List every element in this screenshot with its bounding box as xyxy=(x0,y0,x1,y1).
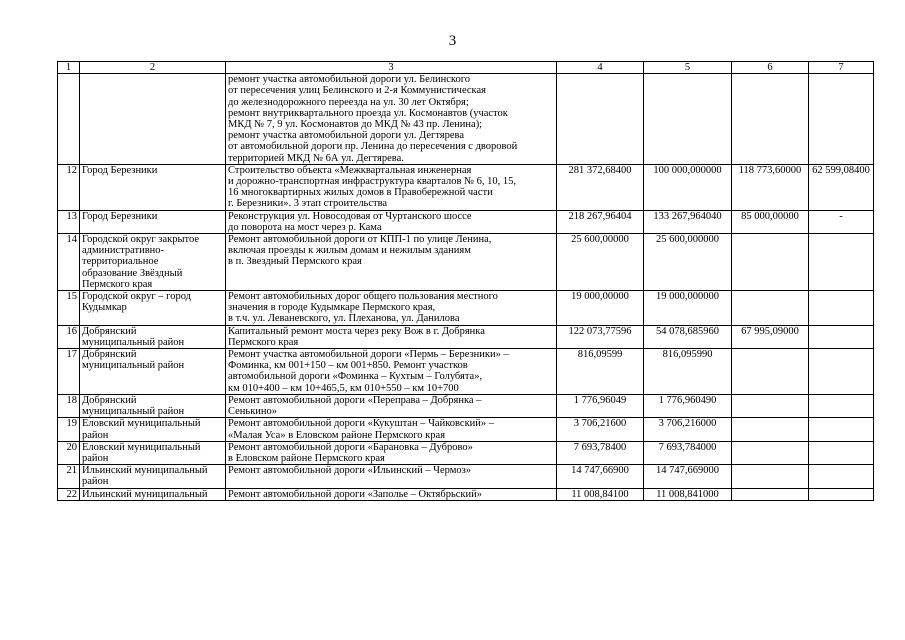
entity-cell xyxy=(80,349,226,395)
amount-col7 xyxy=(809,465,874,488)
amount-col7: 62 599,08400 xyxy=(809,164,874,210)
amount-col6 xyxy=(732,441,809,464)
row-number: 16 xyxy=(58,325,80,348)
work-line: от пересечения улиц Белинского и 2-я Коммунистическая xyxy=(228,85,486,97)
entity-line: территориальное xyxy=(82,256,159,268)
column-header: 3 xyxy=(226,62,557,74)
entity-line: муниципальный район xyxy=(82,406,185,418)
page-number: 3 xyxy=(448,33,457,49)
amount-col7 xyxy=(809,325,874,348)
entity-line: Пермского края xyxy=(82,278,153,290)
entity-line: муниципальный район xyxy=(82,336,185,348)
table-row xyxy=(58,325,874,348)
amount-col7 xyxy=(809,74,874,165)
amount-col6 xyxy=(732,488,809,500)
work-line: и дорожно-транспортная инфраструктура кварталов № 6, 10, 15, xyxy=(228,176,517,188)
work-line: до поворота на мост через р. Кама xyxy=(228,221,382,233)
amount-total: 281 372,68400 xyxy=(557,164,644,210)
work-line: Фоминка, км 001+150 – км 001+850. Ремонт участков xyxy=(228,360,468,372)
work-line: «Малая Уса» в Еловском районе Пермского края xyxy=(228,429,446,441)
row-number: 14 xyxy=(58,234,80,291)
table-row xyxy=(58,441,874,464)
work-description-cell xyxy=(226,325,557,348)
amount-total xyxy=(557,74,644,165)
entity-line: Городской округ закрытое xyxy=(82,234,200,246)
entity-line: муниципальный район xyxy=(82,360,185,372)
amount-col6 xyxy=(732,234,809,291)
entity-cell xyxy=(80,394,226,417)
funding-table xyxy=(57,61,874,501)
work-line: Строительство объекта «Межквартальная инженерная xyxy=(228,164,472,176)
entity-line: Городской округ – город xyxy=(82,291,192,303)
entity-line: Добрянский xyxy=(82,325,137,337)
amount-col5: 3 706,216000 xyxy=(644,418,732,441)
entity-cell xyxy=(80,441,226,464)
work-line: до железнодорожного переезда на ул. 30 лет Октября; xyxy=(228,96,469,108)
amount-col7 xyxy=(809,234,874,291)
work-line: ремонт участка автомобильной дороги ул. Дегтярева xyxy=(228,130,465,142)
amount-total: 19 000,00000 xyxy=(557,291,644,326)
entity-line: Кудымкар xyxy=(82,302,127,314)
work-line: ремонт внутриквартального проезда ул. Космонавтов (участок xyxy=(228,107,508,119)
column-header: 5 xyxy=(644,62,732,74)
amount-col7 xyxy=(809,418,874,441)
header-row xyxy=(58,62,874,74)
work-line: ремонт участка автомобильной дороги ул. Белинского xyxy=(228,74,471,86)
amount-total: 11 008,84100 xyxy=(557,488,644,500)
amount-col6 xyxy=(732,291,809,326)
amount-total: 1 776,96049 xyxy=(557,394,644,417)
work-description-cell xyxy=(226,74,557,165)
work-description-cell xyxy=(226,465,557,488)
work-line: в п. Звездный Пермского края xyxy=(228,256,362,268)
work-line: Капитальный ремонт моста через реку Вож в г. Добрянка xyxy=(228,325,485,337)
entity-cell xyxy=(80,488,226,500)
entity-line: Еловский муниципальный xyxy=(82,441,201,453)
amount-col7 xyxy=(809,349,874,395)
work-line: от автомобильной дороги пр. Ленина до пересечения с дворовой xyxy=(228,141,518,153)
amount-col6 xyxy=(732,394,809,417)
entity-line: административно- xyxy=(82,245,165,257)
entity-line: Ильинский муниципальный xyxy=(82,488,208,500)
entity-line: Еловский муниципальный xyxy=(82,418,201,430)
entity-line: район xyxy=(82,476,109,488)
amount-col5 xyxy=(644,74,732,165)
row-number: 22 xyxy=(58,488,80,500)
amount-col5: 11 008,841000 xyxy=(644,488,732,500)
work-description-cell xyxy=(226,164,557,210)
table-row xyxy=(58,291,874,326)
table-row xyxy=(58,488,874,500)
work-line: Ремонт автомобильной дороги «Переправа – Добрянка – xyxy=(228,394,482,406)
work-line: в т.ч. ул. Леваневского, ул. Плеханова, ул. Данилова xyxy=(228,313,460,325)
row-number: 18 xyxy=(58,394,80,417)
work-line: территорией МКД № 6А ул. Дегтярева. xyxy=(228,152,404,164)
work-line: Ремонт автомобильной дороги «Заполье – Октябрьский» xyxy=(228,488,482,500)
amount-col5: 25 600,000000 xyxy=(644,234,732,291)
amount-col6 xyxy=(732,349,809,395)
row-number xyxy=(58,74,80,165)
entity-cell xyxy=(80,74,226,165)
table-row xyxy=(58,465,874,488)
row-number: 13 xyxy=(58,210,80,233)
work-line: 16 многоквартирных жилых домов в Правобережной части xyxy=(228,187,493,199)
table-row xyxy=(58,74,874,165)
work-line: Ремонт автомобильных дорог общего пользования местного xyxy=(228,291,498,303)
entity-cell xyxy=(80,210,226,233)
amount-col7 xyxy=(809,488,874,500)
amount-col6: 67 995,09000 xyxy=(732,325,809,348)
amount-total: 14 747,66900 xyxy=(557,465,644,488)
amount-col6 xyxy=(732,418,809,441)
amount-col7 xyxy=(809,441,874,464)
amount-col5: 19 000,000000 xyxy=(644,291,732,326)
amount-col7 xyxy=(809,394,874,417)
work-description-cell xyxy=(226,349,557,395)
entity-line: район xyxy=(82,452,109,464)
amount-col6 xyxy=(732,74,809,165)
amount-total: 25 600,00000 xyxy=(557,234,644,291)
amount-col6: 85 000,00000 xyxy=(732,210,809,233)
table-row xyxy=(58,349,874,395)
column-header: 2 xyxy=(80,62,226,74)
amount-col5: 816,095990 xyxy=(644,349,732,395)
work-line: г. Березники». 3 этап строительства xyxy=(228,198,388,210)
entity-line: Город Березники xyxy=(82,164,158,176)
table-row xyxy=(58,164,874,210)
amount-total: 7 693,78400 xyxy=(557,441,644,464)
table-row xyxy=(58,210,874,233)
amount-col5: 54 078,685960 xyxy=(644,325,732,348)
entity-cell xyxy=(80,234,226,291)
entity-cell xyxy=(80,164,226,210)
row-number: 21 xyxy=(58,465,80,488)
work-line: Сенькино» xyxy=(228,406,278,418)
entity-line: Город Березники xyxy=(82,210,158,222)
entity-cell xyxy=(80,291,226,326)
column-header: 7 xyxy=(809,62,874,74)
work-line: км 010+400 – км 10+465,5, км 010+550 – км 10+700 xyxy=(228,382,459,394)
amount-col6: 118 773,60000 xyxy=(732,164,809,210)
amount-total: 122 073,77596 xyxy=(557,325,644,348)
amount-col5: 7 693,784000 xyxy=(644,441,732,464)
entity-cell xyxy=(80,465,226,488)
amount-col5: 133 267,964040 xyxy=(644,210,732,233)
row-number: 20 xyxy=(58,441,80,464)
entity-line: Добрянский xyxy=(82,349,137,361)
work-line: Ремонт участка автомобильной дороги «Пермь – Березники» – xyxy=(228,349,509,361)
table-row xyxy=(58,234,874,291)
entity-line: Добрянский xyxy=(82,394,137,406)
work-line: Ремонт автомобильной дороги от КПП-1 по улице Ленина, xyxy=(228,234,492,246)
column-header: 4 xyxy=(557,62,644,74)
entity-cell xyxy=(80,325,226,348)
row-number: 19 xyxy=(58,418,80,441)
table-row xyxy=(58,394,874,417)
work-line: включая проезды к жилым домам и нежилым зданиям xyxy=(228,245,471,257)
work-line: Ремонт автомобильной дороги «Барановка – Дуброво» xyxy=(228,441,473,453)
amount-col5: 14 747,669000 xyxy=(644,465,732,488)
entity-line: Ильинский муниципальный xyxy=(82,465,208,477)
amount-total: 3 706,21600 xyxy=(557,418,644,441)
column-header: 6 xyxy=(732,62,809,74)
amount-col7 xyxy=(809,291,874,326)
work-description-cell xyxy=(226,418,557,441)
work-line: автомобильной дороги «Фоминка – Кухтым – Голубята», xyxy=(228,371,483,383)
amount-col5: 1 776,960490 xyxy=(644,394,732,417)
row-number: 12 xyxy=(58,164,80,210)
work-description-cell xyxy=(226,210,557,233)
entity-line: район xyxy=(82,429,109,441)
column-header: 1 xyxy=(58,62,80,74)
amount-col5: 100 000,000000 xyxy=(644,164,732,210)
work-line: значения в городе Кудымкаре Пермского края, xyxy=(228,302,436,314)
amount-col6 xyxy=(732,465,809,488)
entity-cell xyxy=(80,418,226,441)
work-line: Реконструкция ул. Новосодовая от Чуртанского шоссе xyxy=(228,210,472,222)
work-line: в Еловском районе Пермского края xyxy=(228,452,385,464)
entity-line: образование Звёздный xyxy=(82,267,183,279)
row-number: 15 xyxy=(58,291,80,326)
row-number: 17 xyxy=(58,349,80,395)
work-line: Пермского края xyxy=(228,336,299,348)
work-line: Ремонт автомобильной дороги «Ильинский – Чермоз» xyxy=(228,465,472,477)
work-line: МКД № 7, 9 ул. Космонавтов до МКД № 43 пр. Ленина); xyxy=(228,119,483,131)
work-description-cell xyxy=(226,488,557,500)
table-row xyxy=(58,418,874,441)
work-description-cell xyxy=(226,394,557,417)
amount-col7: - xyxy=(809,210,874,233)
work-description-cell xyxy=(226,234,557,291)
amount-total: 218 267,96404 xyxy=(557,210,644,233)
amount-total: 816,09599 xyxy=(557,349,644,395)
work-line: Ремонт автомобильной дороги «Кукуштан – Чайковский» – xyxy=(228,418,495,430)
work-description-cell xyxy=(226,291,557,326)
work-description-cell xyxy=(226,441,557,464)
